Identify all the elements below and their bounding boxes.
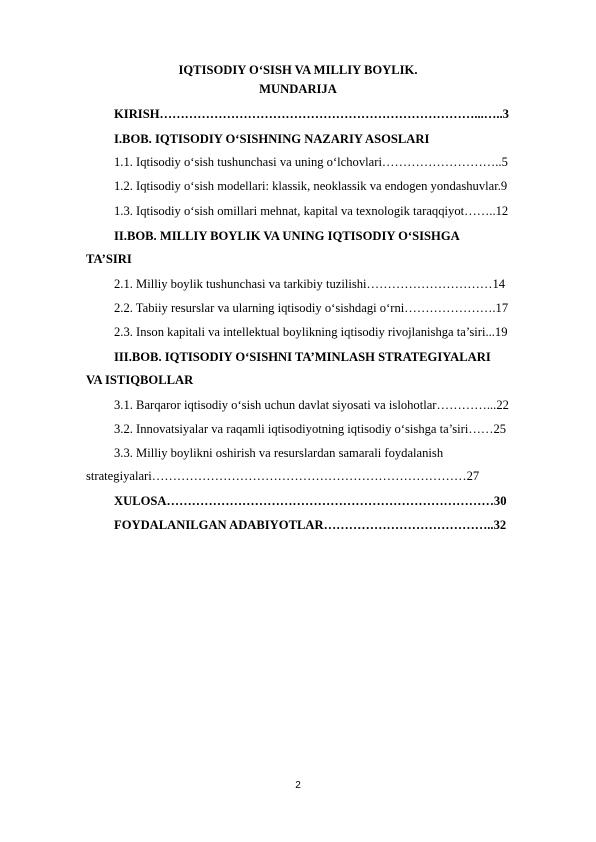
toc-chapter-2[interactable]: II.BOB. MILLIY BOYLIK VA UNING IQTISODIY O‘SISHGA (114, 229, 460, 243)
contents-heading: MUNDARIJA (259, 82, 337, 96)
toc-chapter-3[interactable]: III.BOB. IQTISODIY O‘SISHNI TA’MINLASH STRATEGIYALARI (114, 350, 491, 364)
toc-entry-2-1[interactable]: 2.1. Milliy boylik tushunchasi va tarkibiy tuzilishi…………………………14 (114, 277, 506, 291)
toc-entry-1-3[interactable]: 1.3. Iqtisodiy o‘sish omillari mehnat, kapital va texnologik taraqqiyot……..12 (114, 204, 509, 218)
page-number: 2 (295, 780, 301, 791)
toc-chapter-3-continued[interactable]: VA ISTIQBOLLAR (86, 373, 194, 387)
toc-chapter-2-continued[interactable]: TA’SIRI (86, 252, 132, 266)
toc-entry-3-3-continued[interactable]: strategiyalari…………………………………………………………………27 (86, 469, 480, 483)
toc-entry-3-2[interactable]: 3.2. Innovatsiyalar va raqamli iqtisodiyotning iqtisodiy o‘sishga ta’siri……25 (114, 422, 507, 436)
document-title: IQTISODIY O‘SISH VA MILLIY BOYLIK. (178, 63, 418, 77)
toc-entry-3-3[interactable]: 3.3. Milliy boylikni oshirish va resurslardan samarali foydalanish (114, 446, 444, 460)
toc-entry-1-2[interactable]: 1.2. Iqtisodiy o‘sish modellari: klassik, neoklassik va endogen yondashuvlar.9 (114, 179, 508, 193)
toc-entry-2-2[interactable]: 2.2. Tabiiy resurslar va ularning iqtisodiy o‘sishdagi o‘rni………………….17 (114, 301, 509, 315)
toc-chapter-1[interactable]: I.BOB. IQTISODIY O‘SISHNING NAZARIY ASOSLARI (114, 132, 430, 146)
toc-entry-xulosa[interactable]: XULOSA……………………………………………………………………30 (114, 494, 507, 508)
toc-entry-3-1[interactable]: 3.1. Barqaror iqtisodiy o‘sish uchun davlat siyosati va islohotlar…………...22 (114, 398, 509, 412)
toc-entry-2-3[interactable]: 2.3. Inson kapitali va intellektual boylikning iqtisodiy rivojlanishga ta’siri...19 (114, 325, 508, 339)
toc-entry-kirish[interactable]: KIRISH…………………………………………………………………...…..3 (114, 107, 509, 121)
toc-entry-1-1[interactable]: 1.1. Iqtisodiy o‘sish tushunchasi va uning o‘lchovlari………………………..5 (114, 155, 508, 169)
toc-entry-adabiyotlar[interactable]: FOYDALANILGAN ADABIYOTLAR…………………………………..32 (114, 518, 507, 532)
